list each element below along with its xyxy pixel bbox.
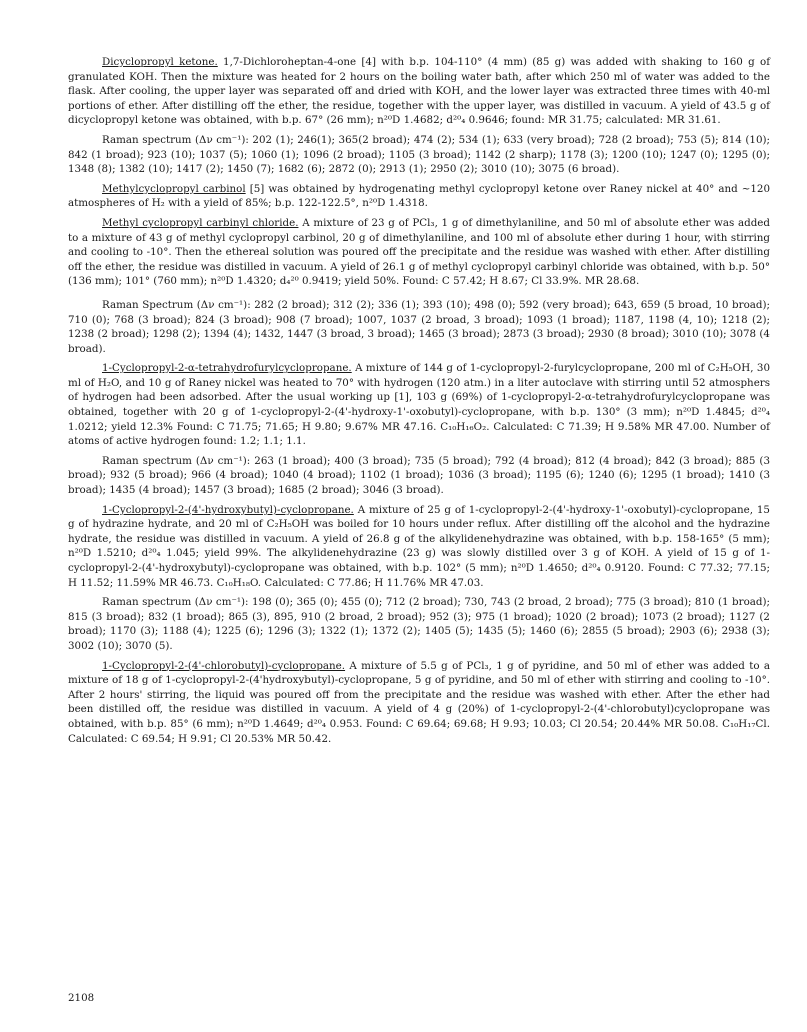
paragraph-text: A mixture of 23 g of PCl₃, 1 g of dimethylaniline, and 50 ml of absolute ether was added to a mixture of 43 g of methyl cyclopropyl carbinol, 20 g of dimethylaniline, and 100 ml of absolute ether during 1 hour, with stirring and cooling to -10°. Then the ethereal solution was poured off the precipitate and the residue was washed with ether. After distilling off the ether, the residue was distilled in vacuum. A yield of 26.1 g of methyl cyclopropyl carbinyl chloride was obtained, with b.p. 50° (136 mm); 101° (760 mm); n²⁰D 1.4320; d₄²⁰ 0.9419; yield 50%. Found: C 57.42; H 8.67; Cl 33.9%. MR 28.68. (68, 216, 770, 288)
compound-title: Dicyclopropyl ketone. (102, 56, 218, 68)
paragraph-dicyclopropyl-ketone (68, 55, 770, 128)
document-body (68, 55, 770, 751)
compound-title: Methyl cyclopropyl carbinyl chloride. (102, 216, 299, 229)
paragraph-text: A mixture of 144 g of 1-cyclopropyl-2-furylcyclopropane, 200 ml of C₂H₅OH, 30 ml of H₂O, and 10 g of Raney nickel was heated to 70° with hydrogen (120 atm.) in a liter autoclave with stirring until 52 atmosphers of hydrogen had been adsorbed. After the usual working up [1], 103 g (69%) of 1-cyclopropyl-2-α-tetrahydrofurylcyclopropane was obtained, together with 20 g of 1-cyclopropyl-2-(4'-hydroxy-1'-oxobutyl)-cyclopropane, with b.p. 130° (3 mm); n²⁰D 1.4845; d²⁰₄ 1.0212; yield 12.3% Found: C 71.75; 71.65; H 9.80; 9.67% MR 47.16. C₁₀H₁₆O₂. Calculated: C 71.39; H 9.58% MR 47.00. Number of atoms of active hydrogen found: 1.2; 1.1; 1.1. (68, 362, 770, 448)
compound-title: 1-Cyclopropyl-2-α-tetrahydrofurylcyclopropane. (102, 362, 352, 375)
page-number: 2108 (68, 992, 95, 1004)
raman-spectrum-3: Raman spectrum (Δν cm⁻¹): 263 (1 broad); 400 (3 broad); 735 (5 broad); 792 (4 broad); 812 (4 broad); 842 (3 broad); 885 (3 broad); 932 (5 broad); 966 (4 broad); 1040 (4 broad); 1102 (1 broad); 1036 (3 broad); 1195 (6); 1240 (6); 1295 (1 broad); 1410 (3 broad); 1435 (4 broad); 1457 (3 broad); 1685 (2 broad); 3046 (3 broad). (68, 454, 770, 497)
paragraph-methylcyclopropyl-carbinol (68, 182, 770, 211)
paragraph-methyl-cyclopropyl-carbinyl-chloride (68, 216, 770, 289)
raman-spectrum-4: Raman spectrum (Δν cm⁻¹): 198 (0); 365 (0); 455 (0); 712 (2 broad); 730, 743 (2 broad, 2 broad); 775 (3 broad); 810 (1 broad); 815 (3 broad); 832 (1 broad); 865 (3), 895, 910 (2 broad, 2 broad); 952 (3); 975 (1 broad); 1020 (2 broad); 1073 (2 broad); 1127 (2 broad); 1170 (3); 1188 (4); 1225 (6); 1296 (3); 1322 (1); 1372 (2); 1405 (5); 1435 (5); 1460 (6); 2855 (5 broad); 2903 (6); 2938 (3); 3002 (10); 3070 (5). (68, 596, 770, 652)
paragraph-tetrahydrofurylcyclopropane (68, 361, 770, 449)
paragraph-text: [5] was obtained by hydrogenating methyl cyclopropyl ketone over Raney nickel at 40° and ~120 atmospheres of H₂ with a yield of 85%; b.p. 122-122.5°, n²⁰D 1.4318. (68, 182, 770, 210)
compound-title: 1-Cyclopropyl-2-(4'-chlorobutyl)-cyclopropane. (102, 659, 346, 672)
paragraph-chlorobutyl-cyclopropane (68, 659, 770, 747)
paragraph-hydroxybutyl-cyclopropane (68, 503, 770, 591)
paragraph-text: A mixture of 25 g of 1-cyclopropyl-2-(4'-hydroxy-1'-oxobutyl)-cyclopropane, 15 g of hydrazine hydrate, and 20 ml of C₂H₅OH was boiled for 10 hours under reflux. After distilling off the alcohol and the hydrazine hydrate, the residue was distilled in vacuum. A yield of 26.8 g of the alkylidenehydrazine was obtained, with b.p. 158-165° (5 mm); n²⁰D 1.5210; d²⁰₄ 1.045; yield 99%. The alkylidenehydrazine (23 g) was slowly distilled over 3 g of KOH. A yield of 15 g of 1-cyclopropyl-2-(4'-hydroxybutyl)-cyclopropane was obtained, with b.p. 102° (5 mm); n²⁰D 1.4650; d²⁰₄ 0.9120. Found: C 77.32; 77.15; H 11.52; 11.59% MR 46.73. C₁₀H₁₈O. Calculated: C 77.86; H 11.76% MR 47.03. (68, 503, 770, 589)
raman-spectrum-2: Raman Spectrum (Δν cm⁻¹): 282 (2 broad); 312 (2); 336 (1); 393 (10); 498 (0); 592 (very broad); 643, 659 (5 broad, 10 broad); 710 (0); 768 (3 broad); 824 (3 broad); 908 (7 broad); 1007, 1037 (2 broad, 3 broad); 1093 (1 broad); 1187, 1198 (4, 10); 1218 (2); 1238 (2 broad); 1298 (2); 1394 (4); 1432, 1447 (3 broad, 3 broad); 1465 (3 broad); 2873 (3 broad); 2930 (8 broad); 3010 (10); 3078 (4 broad). (68, 298, 770, 355)
paragraph-text: A mixture of 5.5 g of PCl₃, 1 g of pyridine, and 50 ml of ether was added to a mixture of 18 g of 1-cyclopropyl-2-(4'hydroxybutyl)-cyclopropane, 5 g of pyridine, and 50 ml of ether with stirring and cooling to -10°. After 2 hours' stirring, the liquid was poured off from the precipitate and the residue was washed with ether. After the ether had been distilled off, the residue was distilled in vacuum. A yield of 4 g (20%) of 1-cyclopropyl-2-(4'-chlorobutyl)cyclopropane was obtained, with b.p. 85° (6 mm); n²⁰D 1.4649; d²⁰₄ 0.953. Found: C 69.64; 69.68; H 9.93; 10.03; Cl 20.54; 20.44% MR 50.08. C₁₀H₁₇Cl. Calculated: C 69.54; H 9.91; Cl 20.53% MR 50.42. (68, 659, 770, 745)
paragraph-text: 1,7-Dichloroheptan-4-one [4] with b.p. 104-110° (4 mm) (85 g) was added with shaking to 160 g of granulated KOH. Then the mixture was heated for 2 hours on the boiling water bath, after which 250 ml of water was added to the flask. After cooling, the upper layer was separated off and dried with KOH, and the lower layer was extracted three times with 40-ml portions of ether. After distilling off the ether, the residue, together with the upper layer, was distilled in vacuum. A yield of 43.5 g of dicyclopropyl ketone was obtained, with b.p. 67° (26 mm); n²⁰D 1.4682; d²⁰₄ 0.9646; found: MR 31.75; calculated: MR 31.61. (68, 56, 771, 127)
raman-spectrum-1: Raman spectrum (Δν cm⁻¹): 202 (1); 246(1); 365(2 broad); 474 (2); 534 (1); 633 (very broad); 728 (2 broad); 753 (5); 814 (10); 842 (1 broad); 923 (10); 1037 (5); 1060 (1); 1096 (2 broad); 1105 (3 broad); 1142 (2 sharp); 1178 (3); 1200 (10); 1247 (0); 1295 (0); 1348 (8); 1382 (10); 1417 (2); 1450 (7); 1682 (6); 2872 (0); 2913 (1); 2950 (2); 3010 (10); 3075 (6 broad). (68, 133, 770, 176)
compound-title: 1-Cyclopropyl-2-(4'-hydroxybutyl)-cyclopropane. (102, 503, 354, 516)
compound-title: Methylcyclopropyl carbinol (102, 182, 246, 195)
